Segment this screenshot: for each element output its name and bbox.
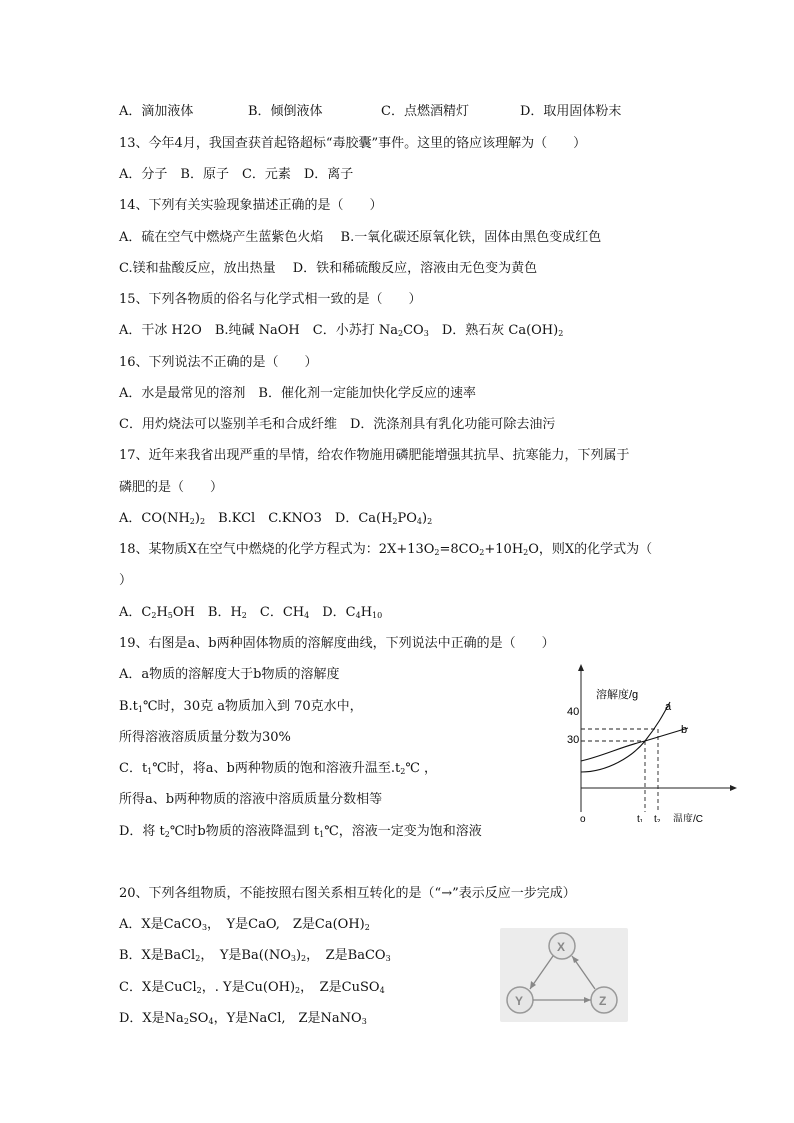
q20-option-a: A．X是CaCO$_3$， Y是CaO, Z是$Ca(OH)_2$ [119, 917, 370, 932]
q15-options [119, 322, 563, 340]
graph-y-label: 溶解度/g [596, 689, 639, 701]
q18-option-b: B．$H_2$ [207, 605, 247, 620]
q19-option-d: D．将 $t_2℃$时b物质的溶液降温到 $t_1℃$，溶液一定变为饱和溶液 [119, 824, 482, 839]
q15-stem: 15、下列各物质的俗名与化学式相一致的是（ ） [119, 292, 422, 307]
node-x-label: X [557, 940, 566, 954]
graph-tick-t1: t₁ [637, 814, 644, 822]
q15-option-d: D．熟石灰 $Ca(OH)_2$ [441, 323, 564, 338]
graph-x-label: 温度/C [673, 814, 703, 822]
q17-stem-line2: 磷肥的是（ ） [119, 480, 224, 495]
q16-options-line2: C．用灼烧法可以鉴别羊毛和合成纤维 D．洗涤剂具有乳化功能可除去油污 [119, 417, 556, 432]
q17-option-a: A．$CO(NH_2)_2$ [119, 511, 206, 526]
node-y-label: Y [515, 994, 524, 1008]
q20-stem: 20、下列各组物质，不能按照右图关系相互转化的是（“→”表示反应一步完成） [119, 886, 576, 901]
q15-option-a: A．干冰 H2O [119, 323, 202, 338]
q18-stem-line1: 18、某物质X在空气中燃烧的化学方程式为：$2X+13O_2=8CO_2+10H_2O$，则X的化学式为（ [119, 542, 653, 557]
q14-stem: 14、下列有关实验现象描述正确的是（ ） [119, 198, 383, 213]
q19-option-c-line1: C．$t_1℃$时，将a、b两种物质的饱和溶液升温至$.t_2℃$ ， [119, 761, 438, 776]
curve-b [581, 728, 688, 761]
q14-options-line1: A．硫在空气中燃烧产生蓝紫色火焰 B.一氧化碳还原氧化铁，固体由黑色变成红色 [119, 230, 602, 245]
node-z-label: Z [599, 994, 607, 1008]
graph-y-axis-arrow [578, 664, 584, 671]
q19-stem: 19、右图是a、b两种固体物质的溶解度曲线，下列说法中正确的是（ ） [119, 636, 555, 651]
q18-option-d: D．$C_4H_{10}$ [322, 605, 383, 620]
q20-option-b: B．X是BaCl$_2$， Y是$Ba((NO_3)_2$， Z是BaCO$_3$ [119, 948, 391, 963]
q16-stem: 16、下列说法不正确的是（ ） [119, 355, 318, 370]
q12-options [119, 103, 621, 121]
q18-stem-line2: ） [119, 573, 133, 588]
q17-options [119, 510, 432, 528]
q19-option-b-line1: $B.t_1℃$时，30克 a物质加入到 70克水中， [119, 699, 363, 714]
q18-options [119, 604, 382, 622]
q18-option-c: C．$CH_4$ [259, 605, 310, 620]
graph-tick-30: 30 [567, 734, 580, 746]
solubility-curve-graph [563, 660, 743, 822]
xyz-cycle-diagram [500, 928, 628, 1022]
q18-option-a: A．$C_2H_5OH$ [119, 605, 195, 620]
curve-a-label: a [665, 701, 672, 713]
q19-option-a: A．a物质的溶解度大于b物质的溶解度 [119, 667, 340, 682]
q13-stem: 13、今年4月，我国查获首起铬超标“毒胶囊”事件。这里的铬应该理解为（ ） [119, 136, 587, 151]
q20-option-c: C．X是CuCl$_2$，. Y是$Cu(OH)_2$， Z是CuSO$_4$ [119, 980, 385, 995]
arrow-y-to-z-head [584, 997, 591, 1003]
q15-option-b: B.纯碱 NaOH [214, 323, 300, 338]
q14-options-line2: C.镁和盐酸反应，放出热量 D．铁和稀硫酸反应，溶液由无色变为黄色 [119, 261, 538, 276]
q12-option-a: A．滴加液体 [119, 104, 194, 119]
graph-origin: o [580, 814, 586, 822]
q16-options-line1: A．水是最常见的溶剂 B．催化剂一定能加快化学反应的速率 [119, 386, 476, 401]
q15-option-c: C．小苏打 $Na_2CO_3$ [312, 323, 429, 338]
q17-option-d: D．$Ca(H_2PO_4)_2$ [334, 511, 433, 526]
q12-option-c: C．点燃酒精灯 [381, 104, 469, 119]
q12-option-d: D．取用固体粉末 [520, 104, 622, 119]
graph-tick-40: 40 [567, 706, 580, 718]
q13-options: A．分子 B．原子 C．元素 D．离子 [119, 167, 354, 182]
q17-stem-line1: 17、近年来我省出现严重的旱情，给农作物施用磷肥能增强其抗旱、抗寒能力，下列属于 [119, 448, 630, 463]
q12-option-b: B．倾倒液体 [248, 104, 323, 119]
q19-option-c-line2: 所得a、b两种物质的溶液中溶质质量分数相等 [119, 792, 383, 807]
q20-option-d: D．X是$Na_2SO_4$，Y是NaCl, Z是NaNO$_3$ [119, 1011, 367, 1026]
q17-option-c: C.KNO3 [268, 511, 322, 526]
q17-option-b: B.KCl [218, 511, 256, 526]
graph-x-axis-arrow [730, 785, 737, 791]
graph-tick-t2: t₂ [654, 814, 661, 822]
q19-option-b-line2: 所得溶液溶质质量分数为30% [119, 730, 291, 745]
curve-b-label: b [681, 724, 688, 736]
arrow-z-to-x-head [572, 956, 579, 963]
